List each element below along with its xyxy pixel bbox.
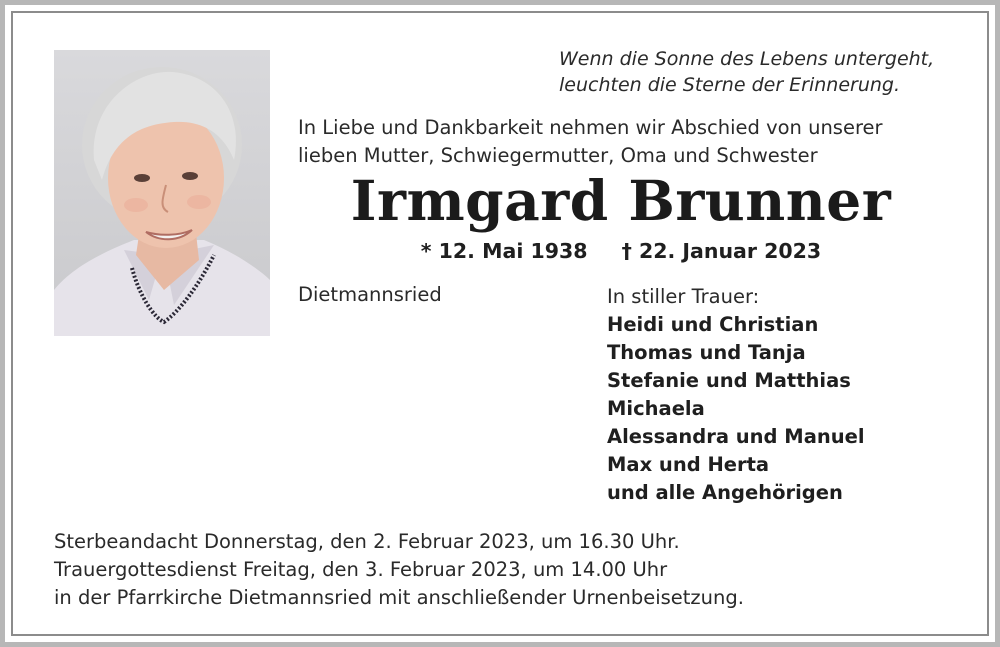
mourners-heading: In stiller Trauer:	[607, 285, 760, 308]
deceased-name: Irmgard Brunner	[350, 168, 892, 233]
intro-text	[298, 114, 883, 170]
service-details	[54, 528, 744, 612]
mourner-name: Heidi und Christian	[607, 313, 819, 336]
mourner-name: Alessandra und Manuel	[607, 425, 865, 448]
mourner-name: und alle Angehörigen	[607, 481, 843, 504]
portrait-photo	[54, 50, 270, 336]
mourner-name: Michaela	[607, 397, 705, 420]
life-dates	[298, 239, 944, 263]
mourner-name: Thomas und Tanja	[607, 341, 806, 364]
mourner-name: Stefanie und Matthias	[607, 369, 851, 392]
place-name: Dietmannsried	[298, 283, 442, 306]
death-date: † 22. Januar 2023	[621, 239, 822, 263]
service-line-3: in der Pfarrkirche Dietmannsried mit anschließender Urnenbeisetzung.	[54, 586, 744, 609]
mourners-list	[607, 283, 865, 507]
service-line-2: Trauergottesdienst Freitag, den 3. Februar 2023, um 14.00 Uhr	[54, 558, 668, 581]
quote-line-2: leuchten die Sterne der Erinnerung.	[559, 74, 901, 96]
mourner-name: Max und Herta	[607, 453, 770, 476]
intro-line-1: In Liebe und Dankbarkeit nehmen wir Abschied von unserer	[298, 116, 883, 139]
service-line-1: Sterbeandacht Donnerstag, den 2. Februar 2023, um 16.30 Uhr.	[54, 530, 680, 553]
intro-line-2: lieben Mutter, Schwiegermutter, Oma und Schwester	[298, 144, 818, 167]
birth-date: * 12. Mai 1938	[420, 239, 588, 263]
quote-line-1: Wenn die Sonne des Lebens untergeht,	[559, 48, 935, 70]
quote	[559, 46, 934, 98]
